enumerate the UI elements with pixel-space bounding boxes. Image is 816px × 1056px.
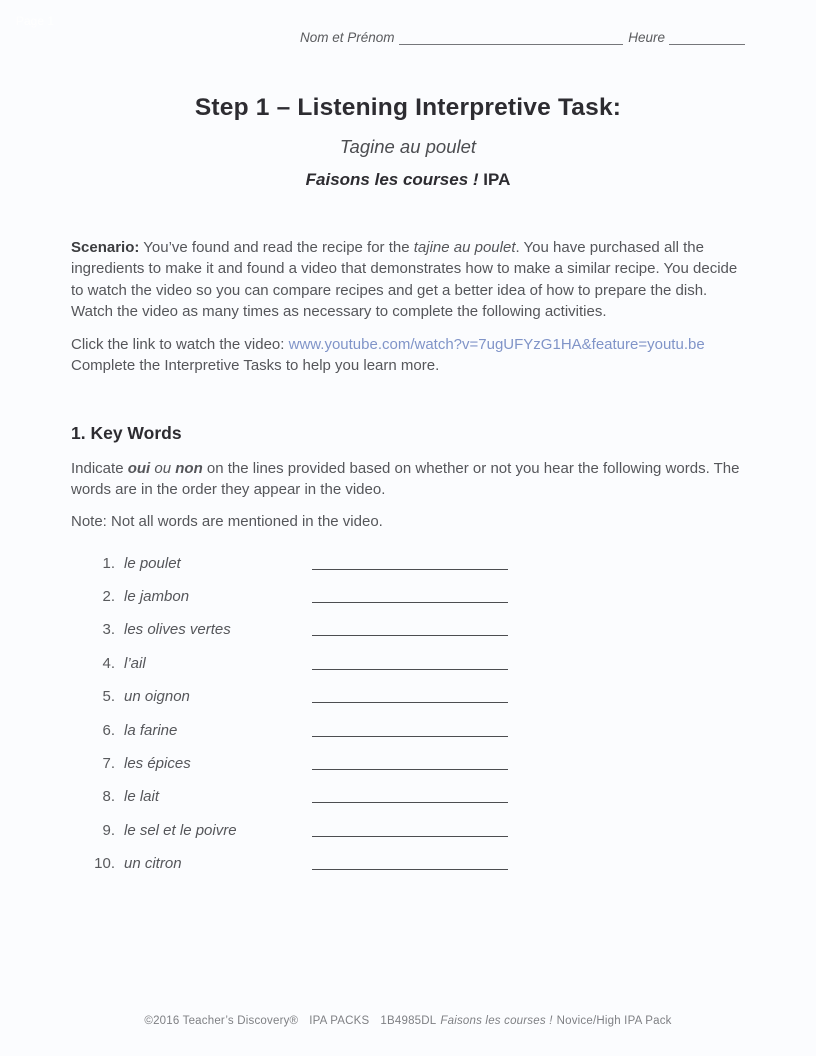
page-marker: Page 1 xyxy=(16,14,55,28)
item-number: 2. xyxy=(102,588,115,606)
page-title: Step 1 – Listening Interpretive Task: xyxy=(194,94,622,121)
video-prompt-line xyxy=(71,334,745,355)
scenario-dish-name: tajine au poulet xyxy=(413,239,516,256)
footer-pack-level: Novice/High IPA Pack xyxy=(556,1015,672,1027)
list-item xyxy=(93,786,745,807)
instructions-part1: Indicate xyxy=(71,459,128,477)
item-number: 4. xyxy=(102,654,115,672)
footer-copyright: ©2016 Teacher’s Discovery® xyxy=(144,1015,299,1027)
video-prompt: Click the link to watch the video: xyxy=(71,336,289,354)
item-word: les épices xyxy=(124,755,191,773)
series-suffix: IPA xyxy=(478,170,511,189)
section-heading-key-words: 1. Key Words xyxy=(71,422,182,443)
item-number: 7. xyxy=(102,755,115,773)
item-number: 10. xyxy=(94,855,115,873)
answer-line xyxy=(312,553,508,570)
footer-series-name: Faisons les courses ! xyxy=(440,1015,553,1027)
note-text: Note: Not all words are mentioned in the video. xyxy=(71,513,383,531)
key-words-list xyxy=(93,553,745,875)
list-item xyxy=(93,686,745,707)
name-label: Nom et Prénom xyxy=(300,30,395,45)
answer-line xyxy=(312,720,508,737)
video-followup-line: Complete the Interpretive Tasks to help you learn more. xyxy=(71,357,440,375)
heure-label: Heure xyxy=(628,30,665,45)
item-word: l’ail xyxy=(124,654,146,672)
answer-line xyxy=(312,786,508,803)
scenario-paragraph xyxy=(71,237,745,322)
scenario-label: Scenario: xyxy=(71,239,140,256)
word-oui: oui xyxy=(127,459,151,477)
word-ou: ou xyxy=(150,459,176,477)
list-item xyxy=(93,720,745,741)
series-title-line xyxy=(71,169,745,191)
answer-line xyxy=(312,820,508,837)
page-footer xyxy=(0,1015,816,1027)
list-item xyxy=(93,753,745,774)
item-word: un oignon xyxy=(124,688,190,706)
answer-line xyxy=(312,686,508,703)
instructions-paragraph xyxy=(71,458,745,501)
video-paragraph xyxy=(71,334,745,377)
item-word: les olives vertes xyxy=(124,621,231,639)
scenario-text-before: You’ve found and read the recipe for the xyxy=(139,239,414,256)
answer-line xyxy=(312,653,508,670)
item-word: le jambon xyxy=(124,588,190,606)
item-word: le sel et le poivre xyxy=(124,821,237,839)
list-item xyxy=(93,553,745,574)
list-item xyxy=(93,586,745,607)
answer-line xyxy=(312,586,508,603)
list-item xyxy=(93,619,745,640)
item-number: 3. xyxy=(102,621,115,639)
item-word: la farine xyxy=(124,721,178,739)
video-link[interactable]: www.youtube.com/watch?v=7ugUFYzG1HA&feature=youtu.be xyxy=(288,336,705,354)
footer-product-code: 1B4985DL xyxy=(380,1015,437,1027)
answer-line xyxy=(312,753,508,770)
page-content xyxy=(71,0,745,887)
item-number: 8. xyxy=(102,788,115,806)
item-number: 5. xyxy=(102,688,115,706)
answer-line xyxy=(312,853,508,870)
item-number: 1. xyxy=(102,554,115,572)
item-number: 9. xyxy=(102,821,115,839)
scenario-text-after: . You have purchased all the ingredients to make it and found a video that demonstrates how to make a similar recipe. You decide to watch the video so you can compare recipes and get a better idea of how to prepare the dish. Watch the video as many times as necessary to complete the following activities. xyxy=(71,239,738,320)
footer-product-line: IPA PACKS xyxy=(309,1015,370,1027)
answer-line xyxy=(312,619,508,636)
list-item xyxy=(93,853,745,874)
item-number: 6. xyxy=(102,721,115,739)
item-word: le lait xyxy=(124,788,160,806)
series-name: Faisons les courses ! xyxy=(305,170,479,189)
word-non: non xyxy=(175,459,203,477)
item-word: un citron xyxy=(124,855,182,873)
instructions-part3: on the lines provided based on whether or not you hear the following words. The words are in the order they appear in the video. xyxy=(71,459,740,499)
page-subtitle: Tagine au poulet xyxy=(339,136,477,157)
item-word: le poulet xyxy=(124,554,181,572)
list-item xyxy=(93,653,745,674)
list-item xyxy=(93,820,745,841)
